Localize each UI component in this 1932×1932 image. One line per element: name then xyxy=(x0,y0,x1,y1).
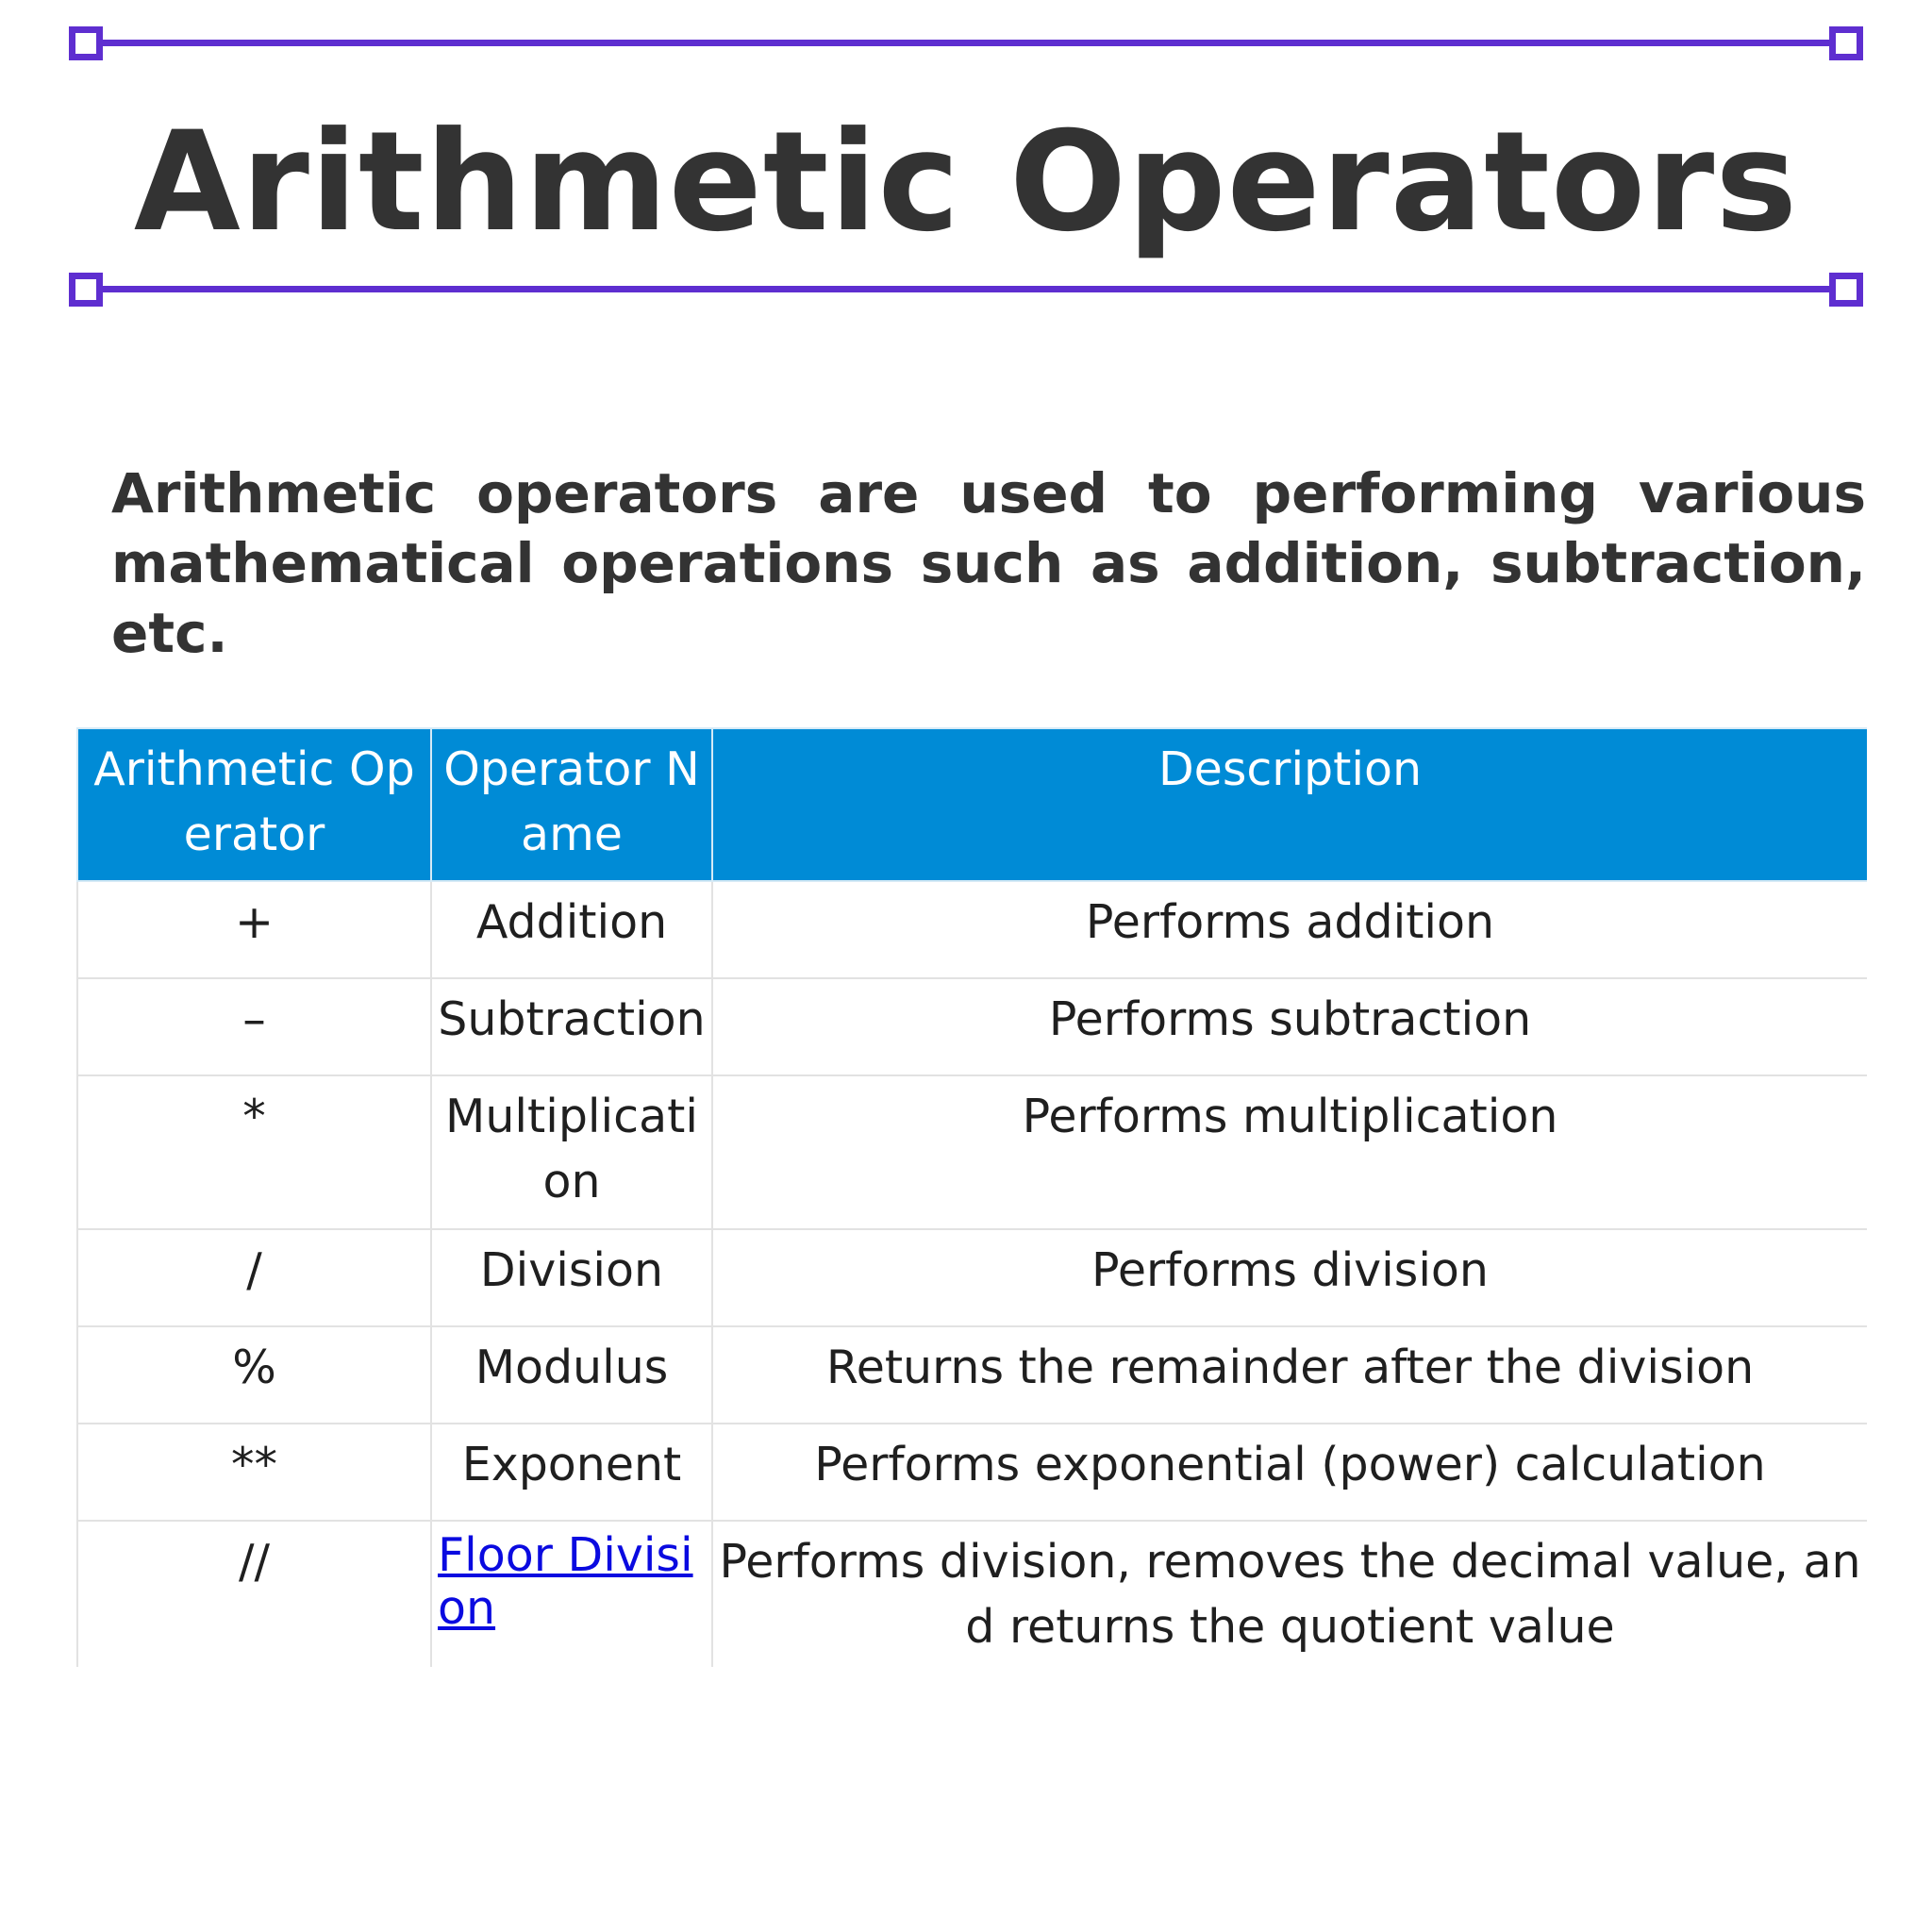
header-operator-name: Operator Name xyxy=(431,728,712,881)
description-cell: Performs division, removes the decimal value, and returns the quotient value xyxy=(712,1521,1867,1667)
operator-name-cell: Addition xyxy=(431,881,712,978)
operator-cell: – xyxy=(77,978,431,1075)
rule-end-square-icon xyxy=(69,26,103,60)
table-row xyxy=(77,881,1867,978)
rule-line xyxy=(90,286,1842,292)
operators-table xyxy=(76,727,1867,1667)
description-cell: Returns the remainder after the division xyxy=(712,1326,1867,1424)
operator-cell: // xyxy=(77,1521,431,1667)
operator-name-cell: Subtraction xyxy=(431,978,712,1075)
rule-end-square-icon xyxy=(1829,273,1863,307)
operator-name-cell: Modulus xyxy=(431,1326,712,1424)
operator-cell: % xyxy=(77,1326,431,1424)
floor-division-link[interactable]: Floor Division xyxy=(438,1528,693,1635)
intro-paragraph: Arithmetic operators are used to performing various mathematical operations such as addition, subtraction, etc. xyxy=(111,461,1866,665)
operator-cell: ** xyxy=(77,1424,431,1521)
operator-name-cell xyxy=(431,1521,712,1667)
top-decorative-rule xyxy=(73,38,1859,47)
operators-table-container xyxy=(76,727,1867,1667)
operator-name-cell: Multiplication xyxy=(431,1075,712,1229)
header-arithmetic-operator: Arithmetic Operator xyxy=(77,728,431,881)
operator-name-cell: Division xyxy=(431,1229,712,1326)
rule-end-square-icon xyxy=(1829,26,1863,60)
page-title: Arithmetic Operators xyxy=(133,102,1799,262)
bottom-decorative-rule xyxy=(73,284,1859,293)
description-cell: Performs multiplication xyxy=(712,1075,1867,1229)
operator-name-cell: Exponent xyxy=(431,1424,712,1521)
operator-cell: * xyxy=(77,1075,431,1229)
operator-cell: / xyxy=(77,1229,431,1326)
table-row xyxy=(77,978,1867,1075)
table-row xyxy=(77,1424,1867,1521)
description-cell: Performs division xyxy=(712,1229,1867,1326)
operator-cell: + xyxy=(77,881,431,978)
table-row xyxy=(77,1075,1867,1229)
header-description: Description xyxy=(712,728,1867,881)
rule-line xyxy=(90,40,1842,46)
table-row xyxy=(77,1229,1867,1326)
description-cell: Performs exponential (power) calculation xyxy=(712,1424,1867,1521)
rule-end-square-icon xyxy=(69,273,103,307)
description-cell: Performs addition xyxy=(712,881,1867,978)
table-header-row xyxy=(77,728,1867,881)
table-row xyxy=(77,1326,1867,1424)
table-row xyxy=(77,1521,1867,1667)
description-cell: Performs subtraction xyxy=(712,978,1867,1075)
